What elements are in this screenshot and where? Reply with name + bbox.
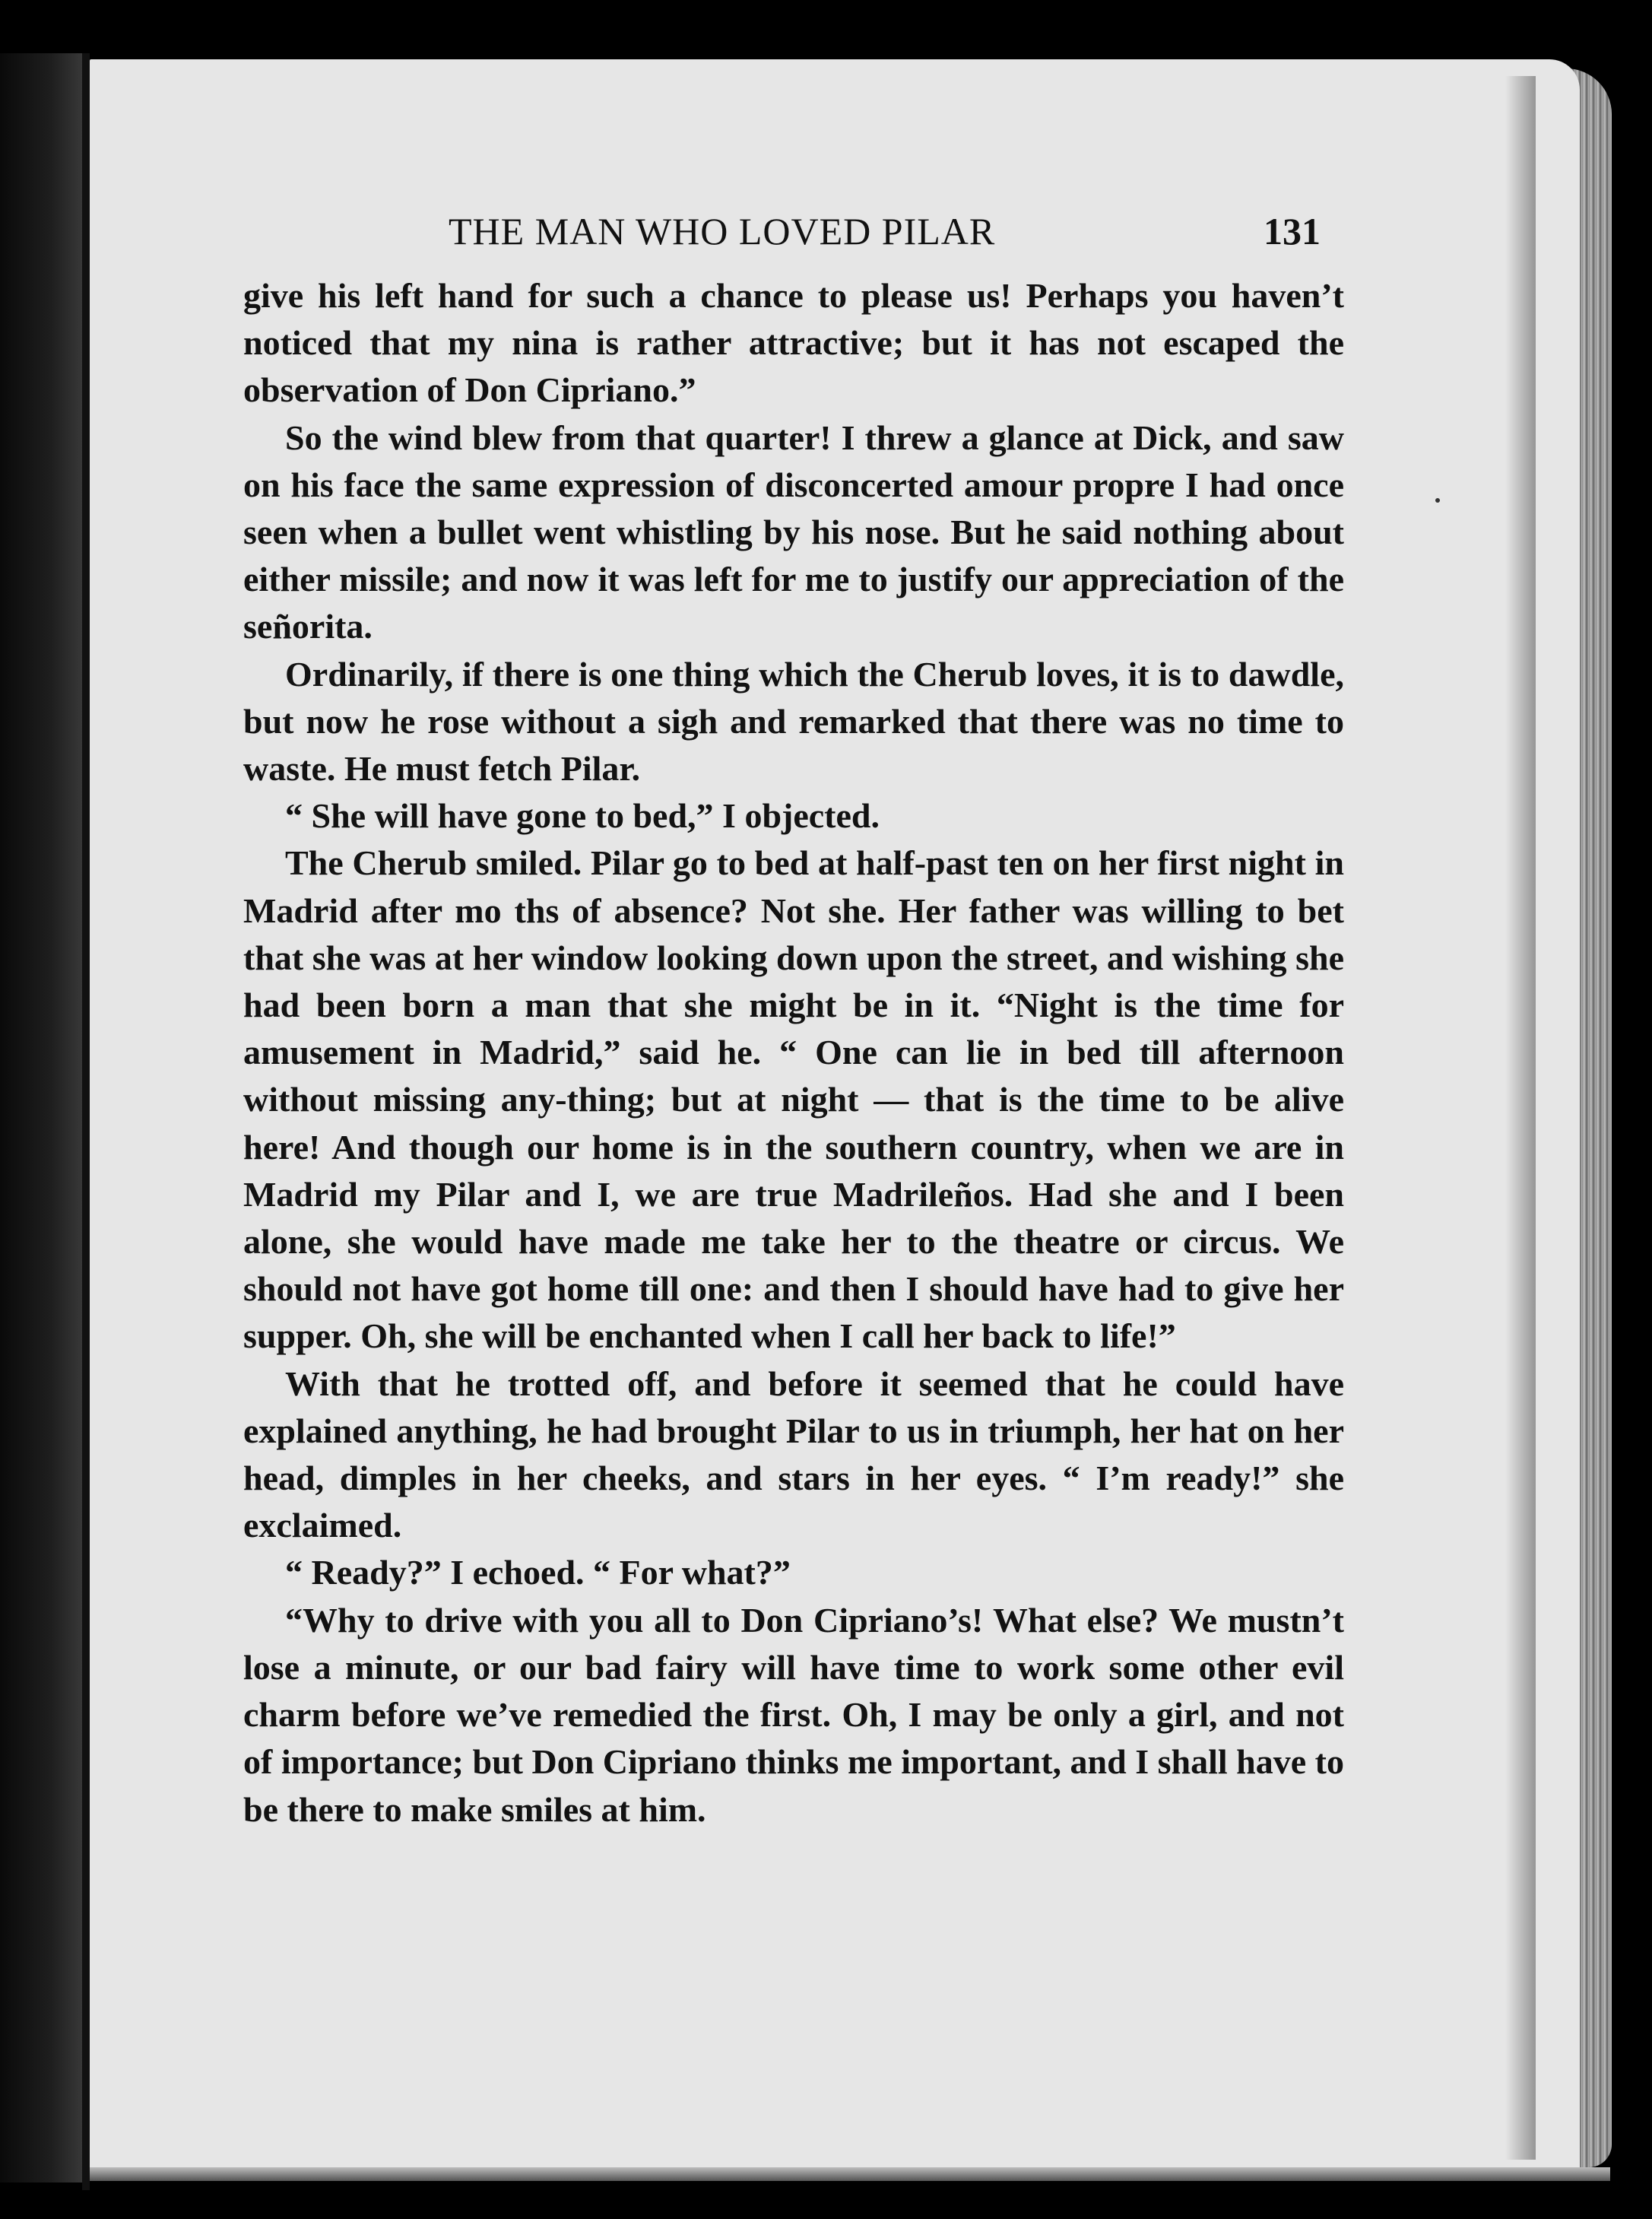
running-head: THE MAN WHO LOVED PILAR xyxy=(449,210,996,252)
paragraph: “Why to drive with you all to Don Cipriano’s! What else? We mustn’t lose a minute, or our bad fairy will have time to work some other evil charm before we’ve remedied the first. Oh, I may be only a girl, and not of importance; but Don Cipriano thinks me important, and I shall have to be there to make smiles at him. xyxy=(243,1600,1344,1829)
page-bottom-edge xyxy=(90,2167,1610,2181)
paragraph: “ Ready?” I echoed. “ For what?” xyxy=(285,1553,791,1592)
paragraph: The Cherub smiled. Pilar go to bed at half-past ten on her first night in Madrid after mo ths of absence? Not she. Her father was willing to bet that she was at her window looking down upon the street, and wishing she had been born a man that she might be in it. “Night is the time for amusement in Madrid,” said he. “ One can lie in bed till afternoon without missing any-thing; but at night — that is the time to be alive here! And though our home is in the southern country, when we are in Madrid my Pilar and I, we are true Madrileños. Had she and I been alone, she would have made me take her to the theatre or circus. We should not have got home till one: and then I should have had to give her supper. Oh, she will be enchanted when I call her back to life!” xyxy=(243,843,1344,1356)
page-edge-shadow xyxy=(1505,76,1536,2160)
paragraph: With that he trotted off, and before it seemed that he could have explained anything, he had brought Pilar to us in triumph, her hat on her head, dimples in her cheeks, and stars in her eyes. “ I’m ready!” she exclaimed. xyxy=(243,1363,1344,1545)
paragraph: give his left hand for such a chance to please us! Perhaps you haven’t noticed that my nina is rather attractive; but it has not escaped the observation of Don Cipriano.” xyxy=(243,276,1344,410)
body-text xyxy=(243,272,1344,1833)
paragraph: “ She will have gone to bed,” I objected. xyxy=(285,796,880,836)
paragraph: So the wind blew from that quarter! I threw a glance at Dick, and saw on his face the same expression of disconcerted amour propre I had once seen when a bullet went whistling by his nose. But he said nothing about either missile; and now it was left for me to justify our appreciation of the señorita. xyxy=(243,417,1344,646)
page-number: 131 xyxy=(1264,210,1321,252)
paragraph: Ordinarily, if there is one thing which the Cherub loves, it is to dawdle, but now he rose without a sigh and remarked that there was no time to waste. He must fetch Pilar. xyxy=(243,654,1344,789)
left-page-edge xyxy=(0,53,85,2182)
book-gutter xyxy=(82,53,90,2190)
scan-speck xyxy=(1435,498,1440,503)
